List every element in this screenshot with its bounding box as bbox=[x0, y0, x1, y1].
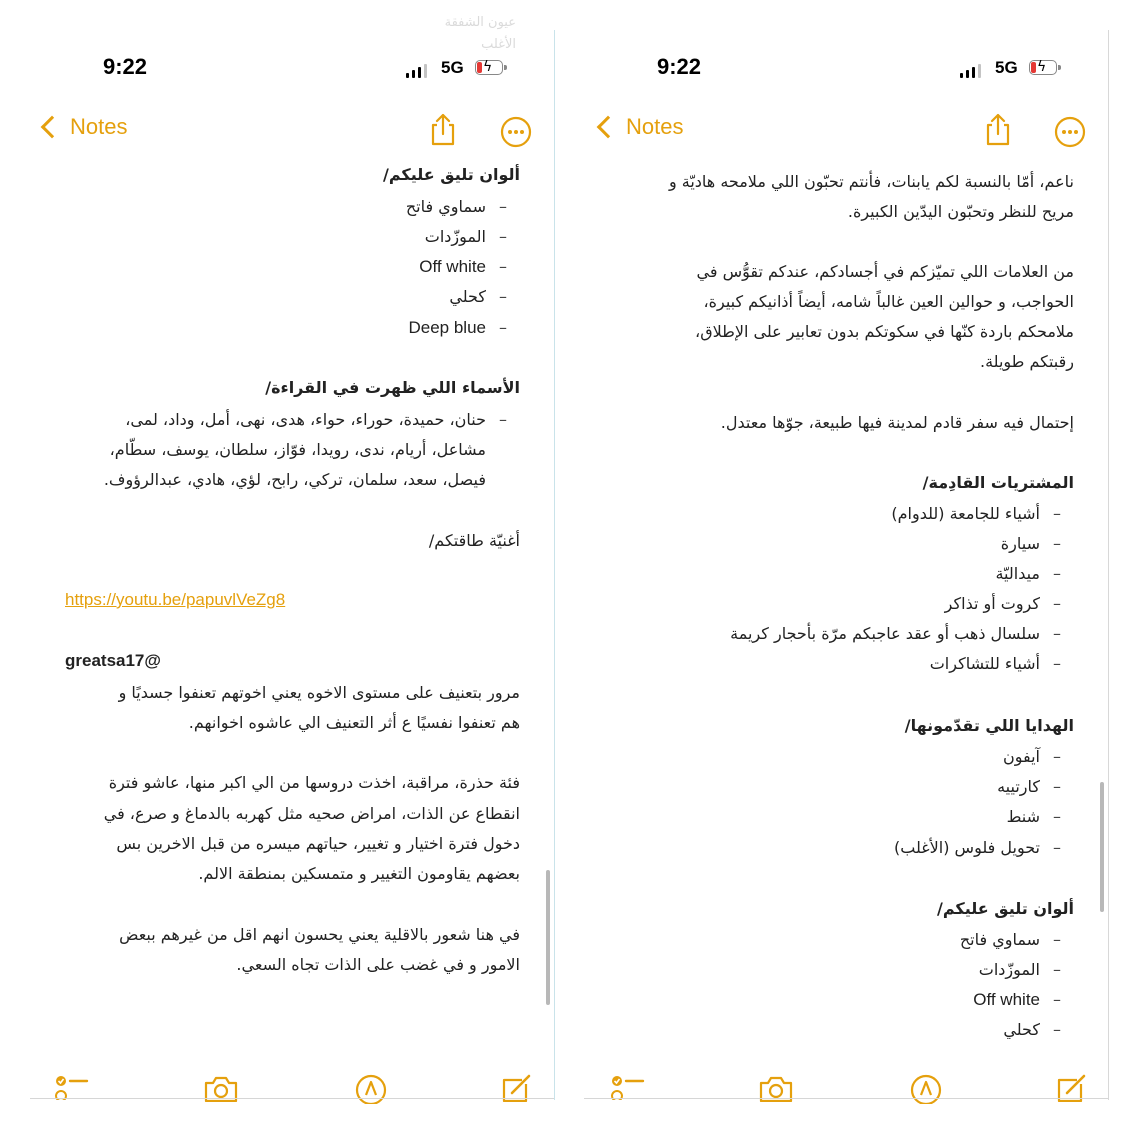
list-item: –شنط bbox=[1006, 807, 1061, 826]
text-line: هم تعنفوا نفسيًا ع أثر التعنيف الي عاشوه اخوانهم. bbox=[188, 713, 520, 732]
list-item: –Deep blue bbox=[408, 318, 507, 337]
scrollbar[interactable] bbox=[1100, 782, 1104, 912]
scrollbar[interactable] bbox=[546, 870, 550, 1005]
checklist-icon[interactable] bbox=[610, 1074, 646, 1100]
battery-icon: ϟ bbox=[1029, 60, 1057, 75]
text-line: مرور بتعنيف على مستوى الاخوه يعني اخوتهم تعنفوا جسديًا و bbox=[118, 683, 520, 702]
network-label: 5G bbox=[441, 58, 464, 77]
list-item: –سماوي فاتح bbox=[405, 197, 507, 216]
text-line: إحتمال فيه سفر قادم لمدينة فيها طبيعة، جوّها معتدل. bbox=[720, 413, 1074, 432]
panel-divider bbox=[554, 30, 555, 1100]
text-line: مريح للنظر وتحبّون اليدّين الكبيرة. bbox=[847, 202, 1074, 221]
text-line: ناعم، أمّا بالنسبة لكم يابنات، فأنتم تحبّون اللي ملامحه هاديّة و bbox=[668, 172, 1074, 191]
text-line: فيصل، سعد، سلمان، تركي، رابح، لؤي، هادي، عبدالرؤوف. bbox=[103, 470, 486, 489]
right-screenshot bbox=[556, 0, 1112, 1129]
note-body[interactable] bbox=[40, 0, 520, 1060]
battery-icon: ϟ bbox=[475, 60, 503, 75]
list-item: –أشياء للتشاكرات bbox=[929, 654, 1061, 673]
toolbar-separator bbox=[30, 1098, 554, 1099]
list-item: –سيارة bbox=[1000, 534, 1061, 553]
text-line: مشاعل، أريام، ندى، رويدا، فوّاز، سلطان، يوسف، سطّام، bbox=[109, 440, 486, 459]
markup-pen-icon[interactable] bbox=[910, 1074, 942, 1104]
list-item: –ميداليّة bbox=[995, 564, 1061, 583]
list-item: –حنان، حميدة، حوراء، حواء، هدى، نهى، أمل، وداد، لمى، bbox=[125, 410, 507, 429]
list-item: –كحلي bbox=[1003, 1020, 1061, 1039]
network-label: 5G bbox=[995, 58, 1018, 77]
panel-edge bbox=[1108, 30, 1109, 1100]
list-item: –كحلي bbox=[449, 287, 507, 306]
list-item: –كارتييه bbox=[997, 777, 1061, 796]
section-heading: الهدايا اللي تقدّمونها/ bbox=[904, 716, 1074, 735]
markup-pen-icon[interactable] bbox=[355, 1074, 387, 1104]
text-line: فئة حذرة، مراقبة، اخذت دروسها من الي اكبر منها، عاشو فترة bbox=[108, 773, 520, 792]
note-body[interactable] bbox=[596, 0, 1074, 1070]
left-screenshot bbox=[0, 0, 556, 1129]
list-item: –تحويل فلوس (الأغلب) bbox=[894, 838, 1061, 857]
list-item: –الموزّدات bbox=[978, 960, 1061, 979]
list-item: –أشياء للجامعة (للدوام) bbox=[891, 504, 1061, 523]
text-line: دخول فترة اختيار و تغيير، حياتهم ميسره من قبل الاخرين بس bbox=[116, 834, 520, 853]
list-item: –سلسال ذهب أو عقد عاجبكم مرّة بأحجار كريمة bbox=[730, 624, 1061, 643]
status-time: 9:22 bbox=[657, 54, 702, 79]
text-line: الحواجب، و حوالين العين غالباً شامه، أيضاً أذانيكم كبيرة، bbox=[703, 292, 1074, 311]
list-item: –سماوي فاتح bbox=[959, 930, 1061, 949]
author-handle: @greatsa17 bbox=[65, 651, 161, 670]
section-heading: الأسماء اللي ظهرت في القراءة/ bbox=[265, 378, 520, 397]
list-item: –Off white bbox=[419, 257, 507, 276]
text-line: بعضهم يقاومون التغيير و متمسكين بمنطقة الالم. bbox=[198, 864, 520, 883]
back-label: Notes bbox=[70, 114, 128, 139]
list-item: –Off white bbox=[973, 990, 1061, 1009]
toolbar-separator bbox=[584, 1098, 1108, 1099]
section-heading: ألوان تليق عليكم/ bbox=[383, 165, 520, 184]
status-time: 9:22 bbox=[103, 54, 148, 79]
ghost-text: عيون الشفقة الأغلب bbox=[444, 15, 516, 52]
text-line: الامور و في غضب على الذات تجاه السعي. bbox=[236, 955, 520, 974]
song-heading: أغنيّة طاقتكم/ bbox=[428, 531, 520, 550]
song-link[interactable]: https://youtu.be/papuvlVeZg8 bbox=[65, 590, 286, 609]
text-line: في هنا شعور بالاقلية يعني يحسون انهم اقل من غيرهم ببعض bbox=[119, 925, 520, 944]
list-item: –آيفون bbox=[1002, 747, 1061, 766]
text-line: من العلامات اللي تميّزكم في أجسادكم، عندكم تقوُّس في bbox=[696, 262, 1074, 281]
list-item: –كروت أو تذاكر bbox=[944, 594, 1061, 613]
back-label: Notes bbox=[626, 114, 684, 139]
section-heading: ألوان تليق عليكم/ bbox=[937, 899, 1074, 918]
text-line: رقبتكم طويلة. bbox=[979, 352, 1074, 371]
section-heading: المشتريات القادِمة/ bbox=[922, 473, 1074, 492]
text-line: انقطاع عن الذات، امراض صحيه مثل كهربه بالدماغ و صرع، في bbox=[103, 804, 520, 823]
text-line: ملامحكم باردة كنّها في سكوتكم بدون تعابير على الإطلاق، bbox=[695, 322, 1074, 341]
checklist-icon[interactable] bbox=[54, 1074, 90, 1100]
list-item: –الموزّدات bbox=[424, 227, 507, 246]
